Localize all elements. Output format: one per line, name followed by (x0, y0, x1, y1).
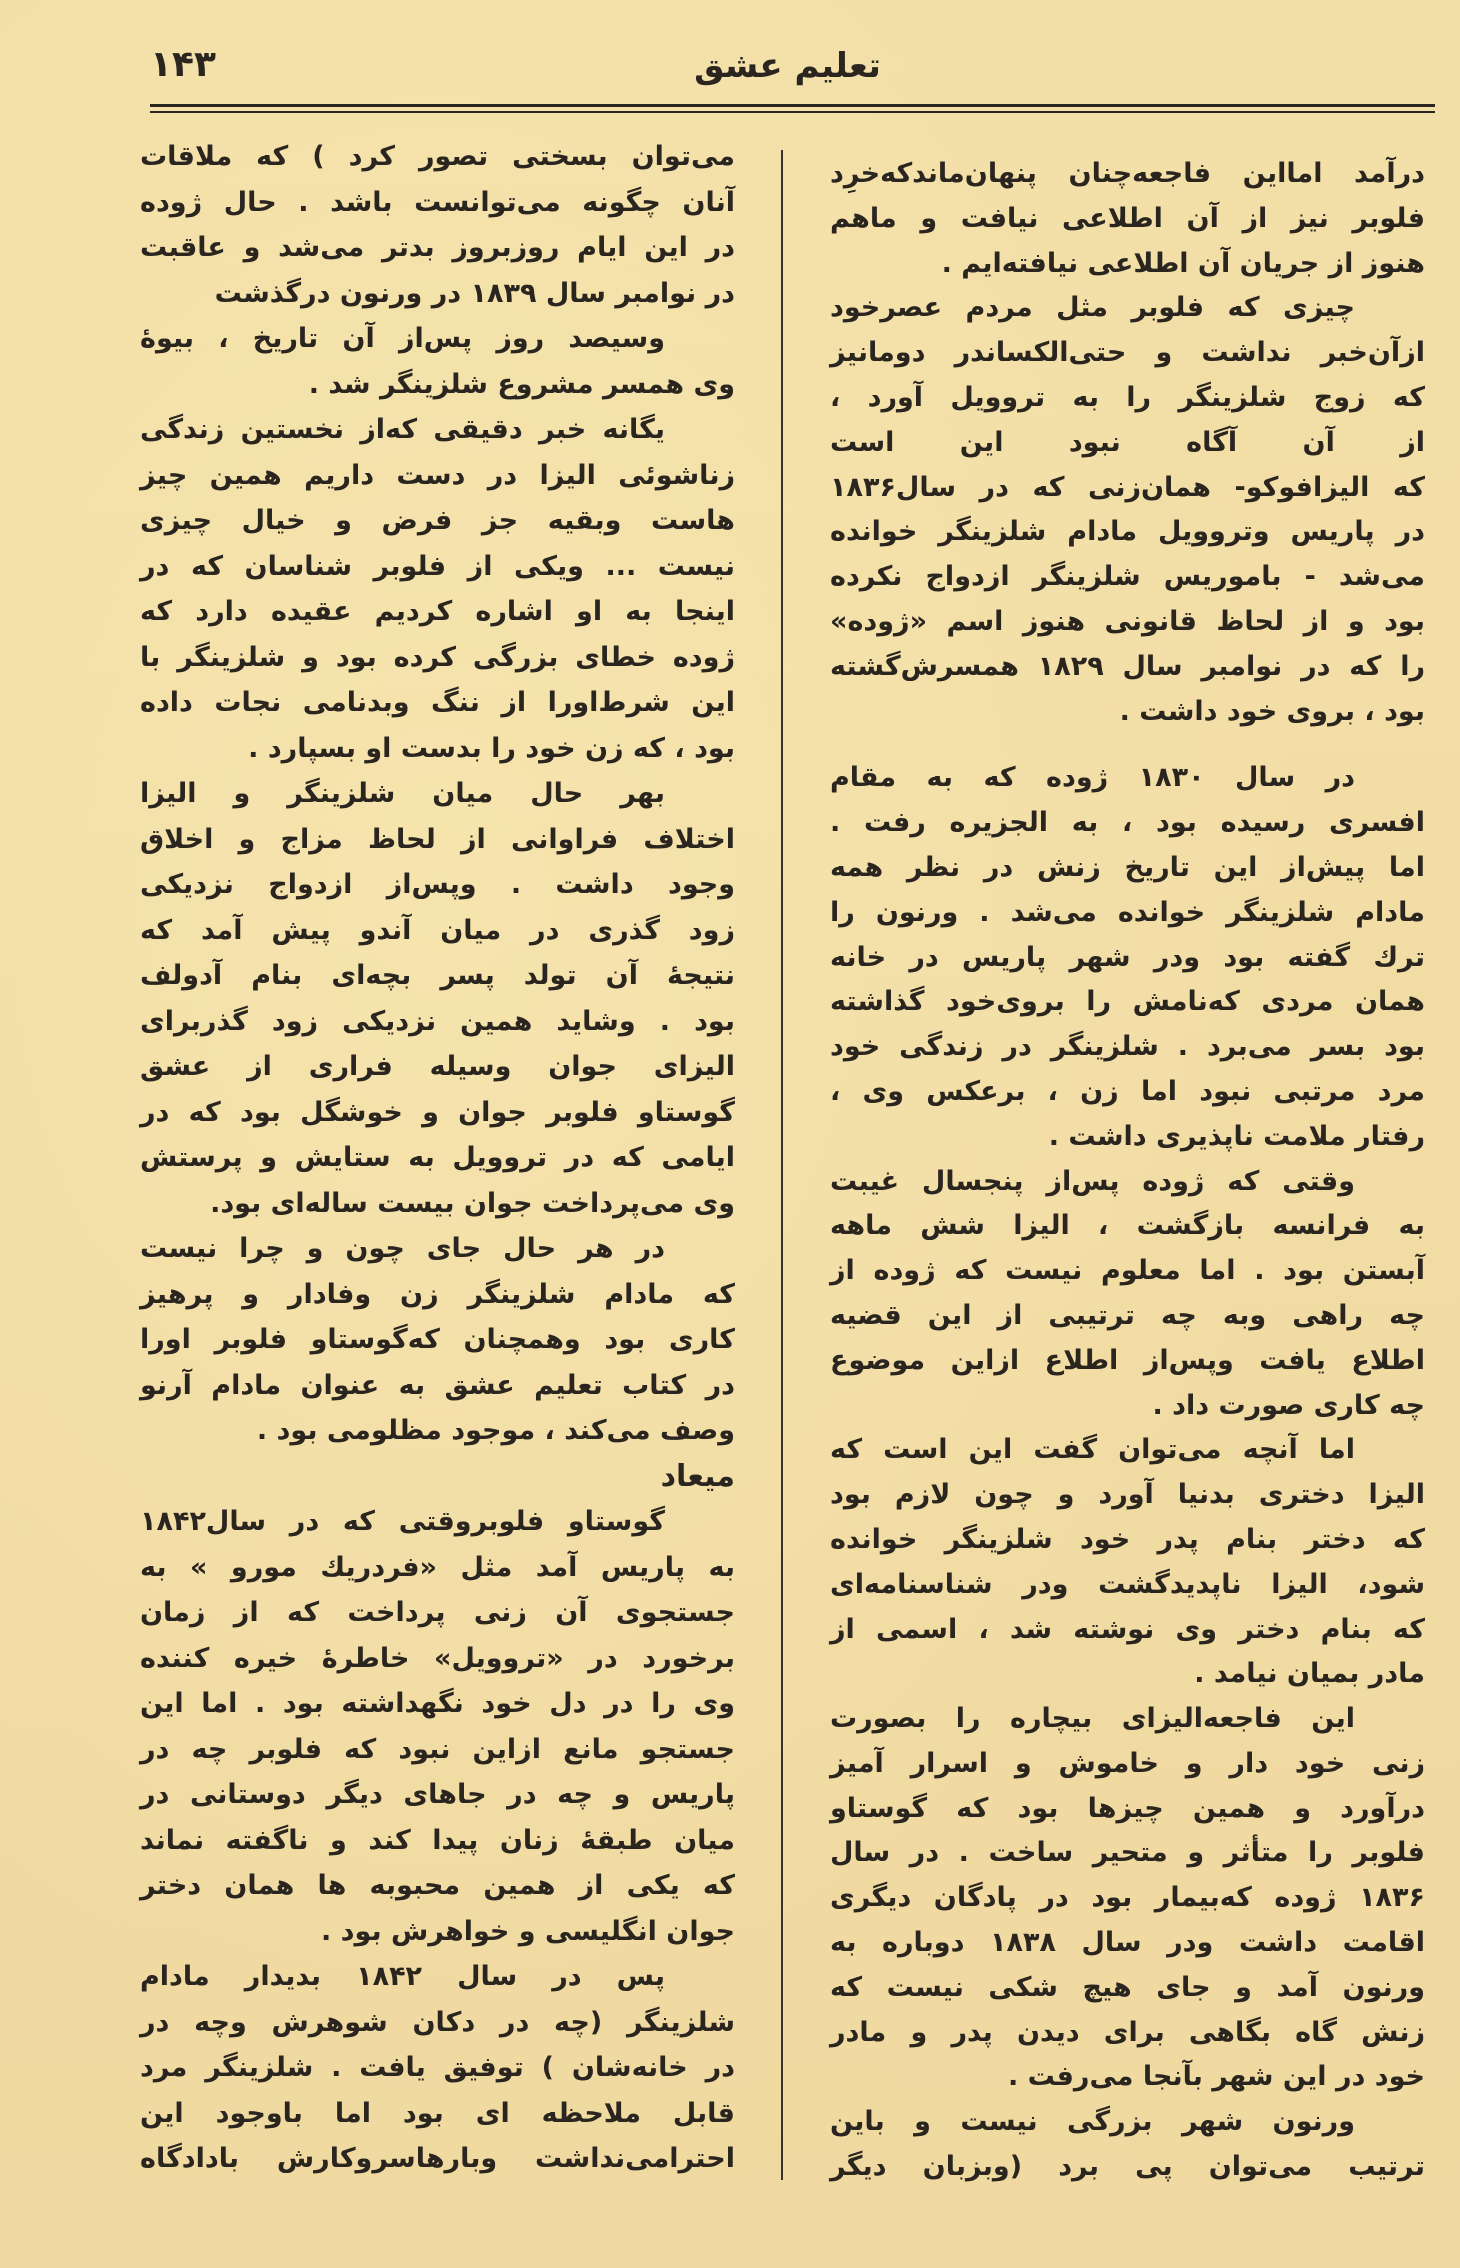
text-line: ایامی که در تروویل به ستایش و پرستش (140, 1142, 735, 1173)
text-line: بود و از لحاظ قانونی هنوز اسم «ژوده» (830, 605, 1425, 637)
text-line: اختلاف فراوانی از لحاظ مزاج و اخلاق (140, 823, 735, 855)
text-line: زناشوئی الیزا در دست داریم همین چیز (140, 459, 735, 491)
text-line: چه راهی وبه چه ترتیبی از این قضیه (830, 1299, 1425, 1331)
text-line: میان طبقهٔ زنان پیدا کند و ناگفته نماند (140, 1824, 735, 1856)
text-line: وی را در دل خود نگهداشته بود . اما این (140, 1688, 735, 1719)
page-header (140, 40, 1435, 102)
text-line: اما پیش‌از این تاریخ زنش در نظر همه (830, 851, 1425, 883)
text-line: رفتار ملامت ناپذیری داشت . (1048, 1120, 1425, 1152)
text-line: فلوبر را متأثر و متحیر ساخت . در سال (830, 1837, 1425, 1869)
header-rule-thin (150, 111, 1435, 113)
text-line: وسیصد روز پس‌از آن تاریخ ، بیوهٔ (140, 323, 665, 354)
text-line: از آن آگاه نبود این است (830, 426, 1425, 458)
text-line: مادام شلزینگر خوانده می‌شد . ورنون را (830, 896, 1425, 928)
text-line: این شرط‌اورا از ننگ وبدنامی نجات داده (140, 687, 735, 718)
text-line: ترتیب می‌توان پی برد (وبزبان دیگر (830, 2151, 1425, 2183)
text-line: ازآن‌خبر نداشت و حتی‌الکساندر دومانیز (830, 337, 1425, 369)
text-line: در هر حال جای چون و چرا نیست (140, 1233, 665, 1264)
text-block (830, 152, 1425, 734)
text-block (140, 1454, 735, 2182)
text-block (830, 756, 1425, 2190)
paragraph (140, 407, 735, 771)
paragraph (830, 286, 1425, 734)
text-line: هنوز از جریان آن اطلاعی نیافته‌ایم . (941, 247, 1425, 279)
text-line: بود ، که زن خود را بدست او بسپارد . (248, 732, 735, 764)
text-line: وی همسر مشروع شلزینگر شد . (308, 368, 735, 400)
text-line: جستجو مانع ازاین نبود که فلوبر چه در (140, 1733, 735, 1765)
text-line: وصف می‌کند ، موجود مظلومی بود . (256, 1415, 735, 1446)
paragraph (830, 152, 1425, 286)
text-line: اینجا به او اشاره کردیم عقیده دارد که (140, 596, 735, 627)
paragraph (830, 2100, 1425, 2190)
paragraph (830, 1428, 1425, 1697)
running-title: تعلیم عشق (694, 46, 881, 86)
text-line: فلوبر نیز از آن اطلاعی نیافت و ماهم (830, 202, 1425, 234)
text-line: که یکی از همین محبوبه ها همان دختر (140, 1870, 735, 1901)
text-line: اما آنچه می‌توان گفت این است که (830, 1434, 1355, 1466)
text-line: ترك گفته بود ودر شهر پاریس در خانه (830, 941, 1425, 973)
text-line: که بنام دختر وی نوشته شد ، اسمی از (830, 1613, 1425, 1645)
text-line: مرد مرتبی نبود اما زن ، برعکس وی ، (830, 1075, 1425, 1107)
text-line: که دختر بنام پدر خود شلزینگر خوانده (830, 1523, 1425, 1555)
text-line: نتیجهٔ آن تولد پسر بچه‌ای بنام آدولف (140, 960, 735, 991)
paragraph (830, 756, 1425, 1159)
text-line: زنش گاه بگاهی برای دیدن پدر و مادر (830, 2016, 1425, 2048)
text-line: احترامی‌نداشت وبارهاسروکارش بادادگاه (140, 2143, 735, 2174)
text-line: کاری بود وهمچنان که‌گوستاو فلوبر اورا (140, 1324, 735, 1355)
text-line: خود در این شهر بآنجا می‌رفت . (1007, 2061, 1425, 2093)
text-line: در سال ۱۸۳۰ ژوده که به مقام (830, 762, 1355, 794)
paragraph (830, 1697, 1425, 2100)
text-line: نیست ... ویکی از فلوبر شناسان که در (140, 550, 735, 582)
text-line: بود بسر می‌برد . شلزینگر در زندگی خود (830, 1031, 1425, 1063)
text-line: گوستاو فلوبروقتی که در سال۱۸۴۲ (140, 1506, 665, 1537)
paragraph (140, 771, 735, 1226)
text-line: شود، الیزا ناپدیدگشت ودر شناسنامه‌ای (830, 1568, 1425, 1600)
paragraph (830, 1160, 1425, 1429)
text-line: ورنون شهر بزرگی نیست و باین (830, 2106, 1355, 2138)
text-line: پس در سال ۱۸۴۲ بدیدار مادام (140, 1961, 665, 1992)
text-line: ۱۸۳۶ ژوده که‌بیمار بود در پادگان دیگری (830, 1882, 1425, 1914)
block-spacer (830, 734, 1425, 756)
text-line: درآورد و همین چیزها بود که گوستاو (830, 1792, 1425, 1824)
text-line: هاست وبقیه جز فرض و خیال چیزی (140, 505, 735, 536)
page-number: ۱۴۳ (150, 44, 216, 85)
text-line: همان مردی که‌نامش را بروی‌خود گذاشته (830, 986, 1425, 1018)
text-line: افسری رسیده بود ، به الجزیره رفت . (830, 807, 1425, 839)
text-line: اقامت داشت ودر سال ۱۸۳۸ دوباره به (830, 1927, 1425, 1959)
text-line: بهر حال میان شلزینگر و الیزا (140, 778, 665, 809)
text-line: که مادام شلزینگر زن وفادار و پرهیز (140, 1278, 735, 1310)
text-line: قابل ملاحظه ای بود اما باوجود این (140, 2097, 735, 2129)
text-line: اطلاع یافت وپس‌از اطلاع ازاین موضوع (830, 1344, 1425, 1376)
text-line: وجود داشت . وپس‌از ازدواج نزدیکی (140, 869, 735, 900)
text-column-left (140, 134, 735, 2182)
text-line: آنان چگونه می‌توانست باشد . حال ژوده (140, 186, 735, 218)
text-line: برخورد در «تروویل» خاطرهٔ خیره کننده (140, 1642, 735, 1674)
text-line: در خانه‌شان ) توفیق یافت . شلزینگر مرد (140, 2052, 735, 2083)
text-line: جوان انگلیسی و خواهرش بود . (321, 1915, 735, 1947)
text-line: در پاریس وتروویل مادام شلزینگر خوانده (830, 516, 1425, 548)
text-line: در کتاب تعلیم عشق به عنوان مادام آرنو (140, 1369, 735, 1401)
paragraph (140, 1499, 735, 1954)
section-heading: میعاد (660, 1458, 735, 1494)
text-line: به پاریس آمد مثل «فردریك مورو » به (140, 1551, 735, 1583)
text-line: می‌توان بسختی تصور کرد ) که ملاقات (140, 141, 735, 172)
text-line: مادر بمیان نیامد . (1194, 1658, 1425, 1690)
text-line: در این ایام روزبروز بدتر می‌شد و عاقبت (140, 232, 735, 263)
paragraph (140, 316, 735, 407)
text-line: چه کاری صورت داد . (1152, 1389, 1425, 1421)
text-line: بود . وشاید همین نزدیکی زود گذربرای (140, 1005, 735, 1037)
column-divider (781, 150, 783, 2180)
text-line: در نوامبر سال ۱۸۳۹ در ورنون درگذشت (214, 277, 735, 309)
text-line: زنی خود دار و خاموش و اسرار آمیز (830, 1747, 1425, 1779)
text-line: چیزی که فلوبر مثل مردم عصرخود (830, 292, 1355, 324)
text-line: زود گذری در میان آندو پیش آمد که (140, 914, 735, 946)
text-line: شلزینگر (چه در دکان شوهرش وچه در (140, 2006, 735, 2038)
text-line: ژوده خطای بزرگی کرده بود و شلزینگر با (140, 641, 735, 673)
text-line: به فرانسه بازگشت ، الیزا شش ماهه (830, 1210, 1425, 1242)
text-line: الیزای جوان وسیله فراری از عشق (140, 1051, 735, 1082)
text-column-right (830, 152, 1425, 2190)
text-line: بود ، بروی خود داشت . (1119, 695, 1425, 727)
text-line: که الیزافوکو- همان‌زنی که در سال۱۸۳۶ (830, 471, 1425, 503)
paragraph (140, 1226, 735, 1454)
text-line: یگانه خبر دقیقی که‌از نخستین زندگی (140, 414, 665, 445)
text-line: وقتی که ژوده پس‌از پنجسال غیبت (830, 1165, 1355, 1197)
text-line: این فاجعه‌الیزای بیچاره را بصورت (830, 1703, 1355, 1735)
text-line: آبستن بود . اما معلوم نیست که ژوده از (830, 1255, 1425, 1287)
paragraph (140, 134, 735, 316)
text-line: الیزا دختری بدنیا آورد و چون لازم بود (830, 1479, 1425, 1511)
text-line: جستجوی آن زنی پرداخت که از زمان (140, 1597, 735, 1628)
text-line: را که در نوامبر سال ۱۸۲۹ همسرش‌گشته (830, 650, 1426, 682)
text-line: وی می‌پرداخت جوان بیست ساله‌ای بود. (210, 1187, 735, 1219)
paragraph (140, 1954, 735, 2182)
text-line: که زوج شلزینگر را به تروویل آورد ، (830, 381, 1425, 413)
text-line: گوستاو فلوبر جوان و خوشگل بود که در (140, 1096, 735, 1128)
text-line: درآمد امااین فاجعه‌چنان پنهان‌ماندکه‌خرِد (830, 158, 1425, 189)
header-rule (150, 104, 1435, 107)
text-block (140, 134, 735, 1454)
text-line: ورنون آمد و جای هیچ شکی نیست که (830, 1971, 1425, 2003)
text-line: پاریس و چه در جاهای دیگر دوستانی در (140, 1779, 735, 1810)
text-line: می‌شد - باموریس شلزینگر ازدواج نکرده (830, 561, 1425, 593)
